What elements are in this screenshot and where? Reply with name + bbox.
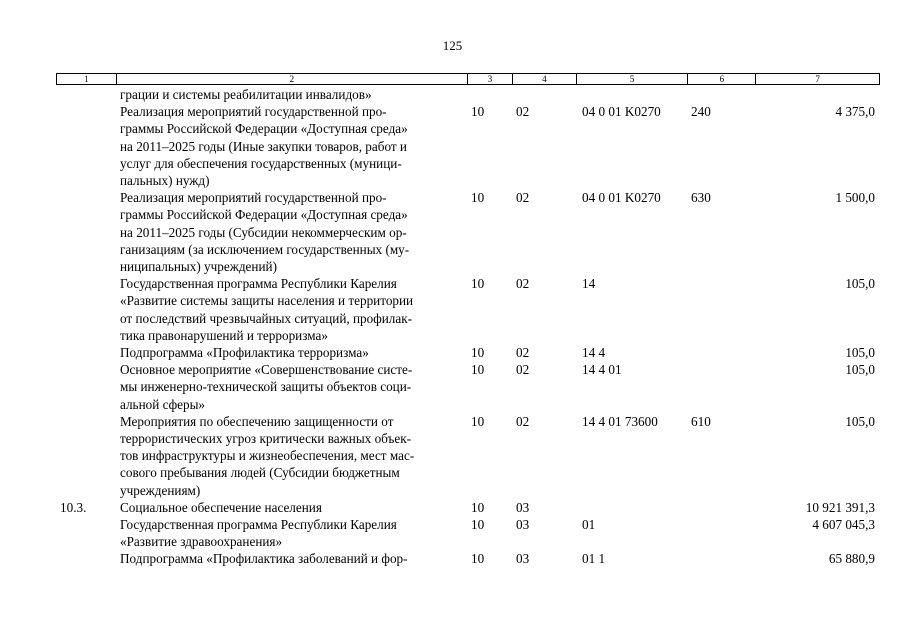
item-name-line: от последствий чрезвычайных ситуаций, профилак- (120, 310, 413, 326)
chapter-code-cell: 10 (471, 345, 485, 361)
item-name-line: Подпрограмма «Профилактика терроризма» (120, 345, 369, 361)
budget-table-body (0, 86, 905, 568)
target-article-cell: 14 4 01 73600 (582, 413, 658, 429)
table-row (0, 103, 905, 189)
table-row (0, 275, 905, 344)
item-name-line: тика правонарушений и терроризма» (120, 327, 328, 343)
item-name-cell (120, 550, 465, 567)
item-name-cell (120, 516, 465, 550)
item-name-line: граммы Российской Федерации «Доступная среда» (120, 207, 408, 223)
amount-cell: 105,0 (845, 413, 875, 429)
column-number-1: 1 (57, 74, 117, 84)
item-name-line: на 2011–2025 годы (Субсидии некоммерческим ор- (120, 224, 407, 240)
chapter-code-cell: 10 (471, 276, 485, 292)
subsection-code-cell: 02 (516, 362, 530, 378)
table-row (0, 499, 905, 516)
column-number-7: 7 (815, 74, 820, 84)
item-name-line: граммы Российской Федерации «Доступная среда» (120, 121, 408, 137)
item-name-line: «Развитие здравоохранения» (120, 534, 283, 550)
chapter-code-cell: 10 (471, 413, 485, 429)
amount-cell: 65 880,9 (828, 551, 875, 567)
item-name-line: Подпрограмма «Профилактика заболеваний и фор- (120, 551, 408, 567)
target-article-cell: 04 0 01 K0270 (582, 190, 661, 206)
subsection-code-cell: 02 (516, 104, 530, 120)
item-name-cell (120, 103, 465, 189)
item-name-line: на 2011–2025 годы (Иные закупки товаров, работ и (120, 138, 407, 154)
target-article-cell: 01 1 (582, 551, 606, 567)
chapter-code-cell: 10 (471, 104, 485, 120)
amount-cell: 105,0 (845, 345, 875, 361)
item-name-line: Социальное обеспечение населения (120, 499, 322, 515)
expense-type-cell: 610 (691, 413, 711, 429)
chapter-code-cell: 10 (471, 551, 485, 567)
item-name-line: учреждениям) (120, 482, 201, 498)
amount-cell: 105,0 (845, 276, 875, 292)
column-number-6: 6 (688, 74, 756, 84)
item-name-line: ниципальных) учреждений) (120, 259, 277, 275)
chapter-code-cell: 10 (471, 362, 485, 378)
item-name-line: сового пребывания людей (Субсидии бюджетным (120, 465, 400, 481)
amount-cell: 105,0 (845, 362, 875, 378)
item-name-line: Государственная программа Республики Карелия (120, 276, 397, 292)
target-article-cell: 14 (582, 276, 596, 292)
item-name-cell (120, 499, 465, 516)
item-name-line: грации и системы реабилитации инвалидов» (120, 87, 372, 102)
target-article-cell: 14 4 01 (582, 362, 622, 378)
subsection-code-cell: 03 (516, 499, 530, 515)
target-article-cell: 14 4 (582, 345, 606, 361)
column-number-5: 5 (577, 74, 689, 84)
table-row (0, 413, 905, 499)
subsection-code-cell: 02 (516, 345, 530, 361)
chapter-code-cell: 10 (471, 190, 485, 206)
item-name-line: террористических угроз критически важных объек- (120, 431, 412, 447)
item-name-line: Мероприятия по обеспечению защищенности от (120, 413, 394, 429)
table-row (0, 516, 905, 550)
chapter-code-cell: 10 (471, 517, 485, 533)
expense-type-cell: 630 (691, 190, 711, 206)
table-row (0, 86, 905, 103)
item-name-line: Государственная программа Республики Карелия (120, 517, 397, 533)
column-number-header (56, 73, 880, 85)
item-name-line: мы инженерно-технической защиты объектов соци- (120, 379, 412, 395)
item-name-cell (120, 344, 465, 361)
expense-type-cell: 240 (691, 104, 711, 120)
amount-cell: 1 500,0 (835, 190, 875, 206)
table-row (0, 189, 905, 275)
item-name-cell (120, 275, 465, 344)
amount-cell: 10 921 391,3 (805, 499, 875, 515)
item-name-cell (120, 189, 465, 275)
item-name-line: Реализация мероприятий государственной про- (120, 104, 387, 120)
target-article-cell: 01 (582, 517, 596, 533)
table-row (0, 344, 905, 361)
item-name-line: услуг для обеспечения государственных (муници- (120, 155, 402, 171)
page-number: 125 (442, 38, 463, 53)
item-name-line: пальных) нужд) (120, 173, 210, 189)
table-row (0, 361, 905, 413)
item-name-cell (120, 86, 465, 103)
item-name-line: Реализация мероприятий государственной про- (120, 190, 387, 206)
column-number-3: 3 (468, 74, 513, 84)
item-name-line: тов инфраструктуры и жизнеобеспечения, мест мас- (120, 448, 415, 464)
item-name-line: ганизациям (за исключением государственных (му- (120, 241, 410, 257)
item-name-line: альной сферы» (120, 396, 206, 412)
item-name-cell (120, 361, 465, 413)
subsection-code-cell: 02 (516, 413, 530, 429)
amount-cell: 4 607 045,3 (812, 517, 875, 533)
amount-cell: 4 375,0 (835, 104, 875, 120)
subsection-code-cell: 03 (516, 551, 530, 567)
column-number-4: 4 (513, 74, 577, 84)
table-row (0, 550, 905, 567)
item-name-cell (120, 413, 465, 499)
subsection-code-cell: 03 (516, 517, 530, 533)
subsection-code-cell: 02 (516, 276, 530, 292)
section-number-cell: 10.3. (60, 499, 87, 515)
column-number-2: 2 (117, 74, 468, 84)
subsection-code-cell: 02 (516, 190, 530, 206)
item-name-line: Основное мероприятие «Совершенствование систе- (120, 362, 413, 378)
item-name-line: «Развитие системы защиты населения и территории (120, 293, 414, 309)
target-article-cell: 04 0 01 K0270 (582, 104, 661, 120)
chapter-code-cell: 10 (471, 499, 485, 515)
